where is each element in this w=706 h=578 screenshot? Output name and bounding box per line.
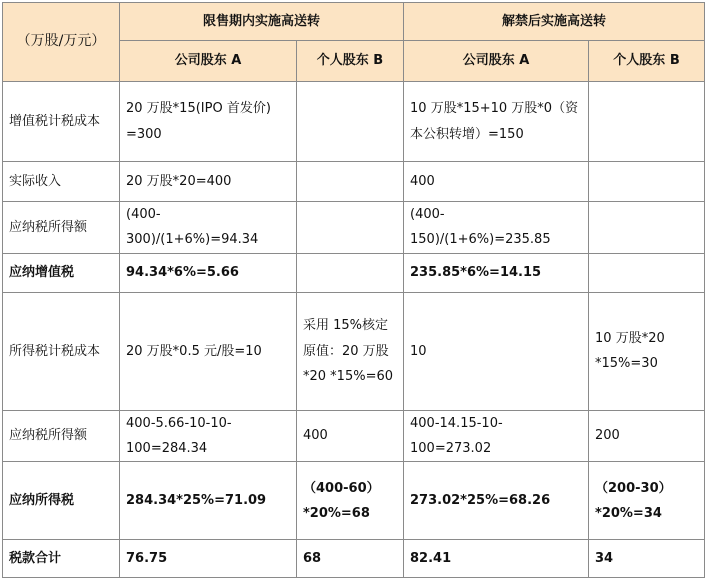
cell (589, 202, 705, 254)
table-row (3, 410, 705, 462)
subheader-individual-b-lockup: 个人股东 B (297, 41, 404, 82)
cell: (400-150)/(1+6%)=235.85 (404, 202, 589, 254)
cell (297, 162, 404, 202)
table-row (3, 253, 705, 292)
cell: 76.75 (120, 540, 297, 578)
group-header-lockup-period: 限售期内实施高送转 (120, 3, 404, 41)
cell: 20 万股*15(IPO 首发价) =300 (120, 82, 297, 162)
group-header-after-unlock: 解禁后实施高送转 (404, 3, 705, 41)
cell: 34 (589, 540, 705, 578)
unit-header: （万股/万元） (3, 3, 120, 82)
cell (589, 162, 705, 202)
subheader-individual-b-unlock: 个人股东 B (589, 41, 705, 82)
row-label: 应纳增值税 (3, 253, 120, 292)
cell: 400-5.66-10-10-100=284.34 (120, 410, 297, 462)
row-label: 增值税计税成本 (3, 82, 120, 162)
cell: 20 万股*20=400 (120, 162, 297, 202)
cell: 10 万股*20 *15%=30 (589, 292, 705, 410)
row-label: 所得税计税成本 (3, 292, 120, 410)
cell: 400 (404, 162, 589, 202)
subheader-company-a-unlock: 公司股东 A (404, 41, 589, 82)
cell (297, 82, 404, 162)
table-row (3, 462, 705, 540)
cell: 采用 15%核定 原值：20 万股 *20 *15%=60 (297, 292, 404, 410)
cell: （400-60） *20%=68 (297, 462, 404, 540)
cell: 10 万股*15+10 万股*0（资 本公积转增）=150 (404, 82, 589, 162)
cell (297, 253, 404, 292)
cell: 400 (297, 410, 404, 462)
subheader-company-a-lockup: 公司股东 A (120, 41, 297, 82)
cell: 235.85*6%=14.15 (404, 253, 589, 292)
cell (589, 253, 705, 292)
table-row (3, 162, 705, 202)
tax-comparison-table (2, 2, 705, 578)
row-label: 应纳所得税 (3, 462, 120, 540)
cell: 94.34*6%=5.66 (120, 253, 297, 292)
cell: 273.02*25%=68.26 (404, 462, 589, 540)
cell (297, 202, 404, 254)
cell: 200 (589, 410, 705, 462)
row-label: 应纳税所得额 (3, 202, 120, 254)
cell: 68 (297, 540, 404, 578)
table-row (3, 82, 705, 162)
row-label: 税款合计 (3, 540, 120, 578)
cell: (400-300)/(1+6%)=94.34 (120, 202, 297, 254)
cell: 82.41 (404, 540, 589, 578)
row-label: 应纳税所得额 (3, 410, 120, 462)
row-label: 实际收入 (3, 162, 120, 202)
cell (589, 82, 705, 162)
table-row (3, 292, 705, 410)
table-row (3, 540, 705, 578)
cell: 400-14.15-10-100=273.02 (404, 410, 589, 462)
cell: 10 (404, 292, 589, 410)
cell: 20 万股*0.5 元/股=10 (120, 292, 297, 410)
cell: （200-30） *20%=34 (589, 462, 705, 540)
cell: 284.34*25%=71.09 (120, 462, 297, 540)
table-row (3, 202, 705, 254)
